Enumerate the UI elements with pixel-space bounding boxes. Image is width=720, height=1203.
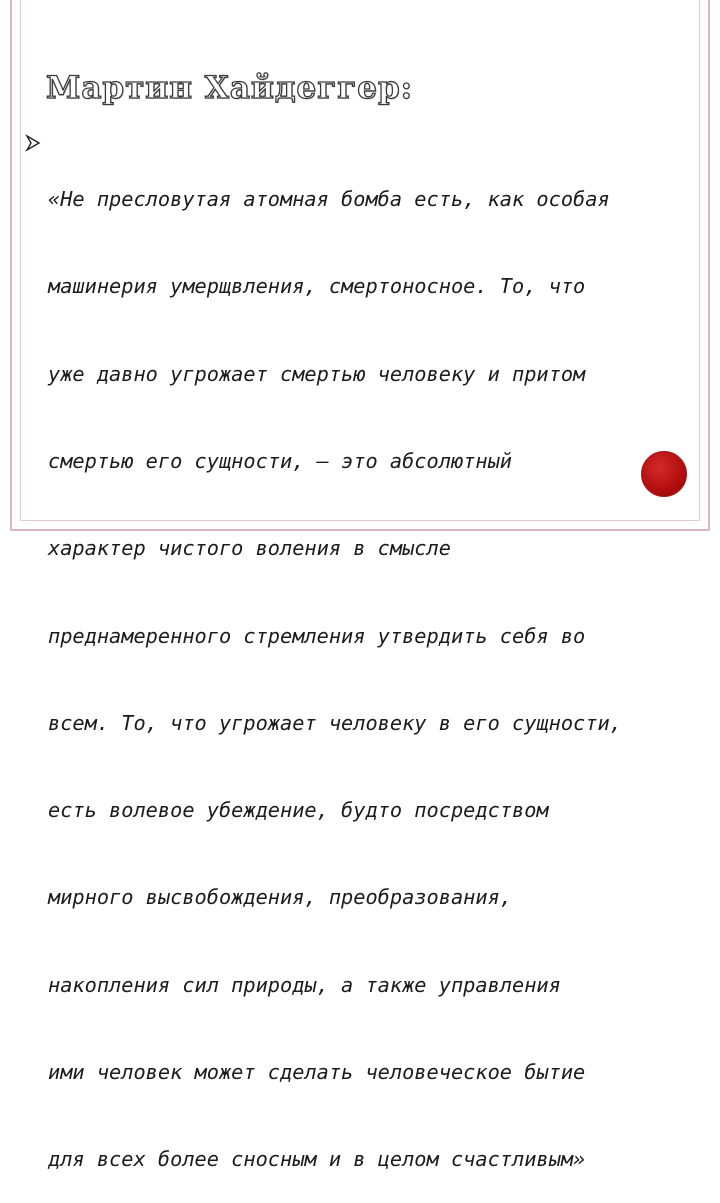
quote-line: накопления сил природы, а также управления <box>48 972 561 997</box>
quote-line: смертью его сущности, — это абсолютный <box>48 449 512 474</box>
quote-line: для всех более сносным и в целом счастливым» <box>48 1147 586 1172</box>
quote-line: всем. То, что угрожает человеку в его сущности, <box>48 710 622 735</box>
quote-line: машинерия умерщвления, смертоносное. То, что <box>48 274 586 299</box>
red-circle-icon <box>641 451 687 497</box>
quote-line: ими человек может сделать человеческое бытие <box>48 1060 586 1084</box>
quote-line: «Не пресловутая атомная бомба есть, как особая <box>48 187 610 212</box>
quote-line: характер чистого воления в смысле <box>48 536 451 561</box>
quote-line: преднамеренного стремления утвердить себя во <box>48 623 586 648</box>
quote-text <box>48 127 648 1203</box>
quote-line: мирного высвобождения, преобразования, <box>48 885 512 910</box>
quote-line: есть волевое убеждение, будто посредством <box>48 798 549 823</box>
quote-line: уже давно угрожает смертью человеку и притом <box>48 361 586 386</box>
slide-title: Мартин Хайдеггер: <box>46 70 414 106</box>
arrowhead-bullet-icon <box>26 135 40 151</box>
